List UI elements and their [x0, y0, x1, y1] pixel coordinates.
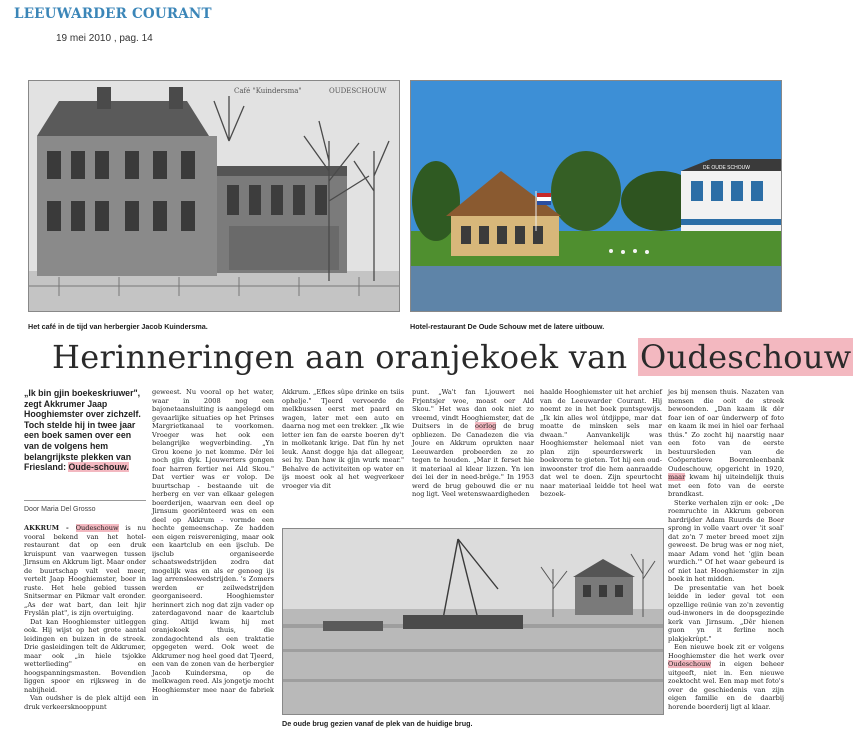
- column-1: [24, 524, 146, 752]
- column-4-p1b: de brug opbliezen. De Canadezen die via Joure en Akkrum oprukten naar Leeuwarden probeerden ze zo tegen te houden. „Mar it ferset hie it materiaal al klear lizzen. Yn ien dei lei der in need-brêge." In 1953 werd de brug gebouwd die er nu nog ligt. Veel wetenswaardigheden: [412, 422, 534, 498]
- divider-rule: [24, 500, 146, 501]
- column-4-p1a: punt. „Wa't fan Ljouwert nei Frjentsjer woe, moast oer Ald Skou." Het was dan ook niet zo vreemd, vindt Hooghiemster, dat de Duitsers in de: [412, 388, 534, 430]
- headline-text: Herinneringen aan oranjekoek van: [52, 338, 628, 376]
- column-1-p2: Dat kan Hooghiemster uitleggen ook. Hij wijst op het grote aantal leidingen en buizen in de streek. Drie gasleidingen telt de Akkrumer, maar ook „in hiele tsjokke wetterlieding" en hoogspanningsmasten. Bovendien liggen spoor en rijksweg in de nabijheid.: [24, 617, 146, 694]
- column-6-highlight-1: maar: [668, 473, 686, 481]
- column-2-text: geweest. Nu vooral op het water, waar in 2008 nog een bajonetaansluiting is aangelegd om gevaarlijke situaties op het Prinses Margrietkanaal te voorkomen. Vroeger was het ook een belangrijke wegverbinding. „Yn Grou koene jo net komme. Dêr lei noch gjin dyk. Ljouwerters gongen foar harren fertier nei Ald Skou." Dat vertier was er volop. De buurtschap - bestaande uit de herberg en ver van elkaar gelegen boerderijen, waarvan een deel op Jirnsum georiënteerd was en een deel op Akkrum - vormde een hechte gemeenschap. Ze hadden een eigen reisvereniging, maar ook een kaartclub en een ijsclub. De ijsclub organiseerde schaatswedstrijden zodra dat mogelijk was en als er genoeg ijs lag arrensleewedstrijden. 's Zomers werden er zeilwedstrijden georganiseerd. Hooghiemster herinnert zich nog dat zijn vader op zaterdagavond naar de kaartclub ging. Altijd kwam hij met oranjekoek thuis, die zondagochtend als een traktatie opgegeten werd. Ook weet de Akkrumer nog heel goed dat Tjeerd, een van de zonen van de herbergier Jacob Kuindersma, op de melkwagen reed. Als jongetje mocht Hooghiemster mee naar de fabriek in: [152, 388, 274, 702]
- column-6-p4a: Een nieuwe boek zit er volgens Hooghiemster die het werk over: [668, 643, 784, 660]
- old-bridge-illustration: [283, 529, 663, 714]
- column-6-p3: De presentatie van het boek leidde in ieder geval tot een opzellige reünie van zo'n zeventig oud-inwoners in de doopsgezinde kerk van Jirnsum. „Dêr hienen guon yn it ferline noch plakjekrûpt.": [668, 583, 784, 643]
- byline: Door Maria Del Grosso: [24, 506, 96, 513]
- caption-old-bridge: De oude brug gezien vanaf de plek van de huidige brug.: [282, 719, 473, 728]
- old-cafe-illustration: [29, 81, 399, 311]
- column-6-highlight-2: Oudeschouw: [668, 660, 711, 668]
- column-1-highlight: Oudeschouw: [75, 524, 119, 532]
- column-4: [412, 388, 534, 524]
- column-1-p3: Van oudsher is de plek altijd een druk verkeersknooppunt: [24, 694, 146, 711]
- dutch-flag-icon: [537, 193, 551, 205]
- column-3: [282, 388, 404, 524]
- caption-old-cafe: Het café in de tijd van herbergier Jacob Kuindersma.: [28, 322, 208, 331]
- column-6: [668, 388, 784, 752]
- headline: [52, 338, 853, 376]
- column-1-p1: is nu vooral bekend van het hotel-restaurant dat op een druk kruispunt van vaarwegen tussen Jirnsum en Akkrum ligt. Maar onder de buurtschap valt veel meer, vertelt Jaap Hooghiemster, boer in ruste. Het hele gebied tussen Snitsermar en Pikmar valt eronder. „As der wat bart, dan leit hjir Fryslân plat", is zijn overtuiging.: [24, 524, 146, 617]
- cafe-sign-place: OUDESCHOUW: [329, 87, 387, 95]
- column-6-p1b: kwam hij uiteindelijk thuis met een foto van de eerste brandkast.: [668, 473, 784, 498]
- column-6-p4b: in eigen beheer uitgeeft, niet in. Een nieuwe zoektocht wel. Een map met foto's over de geschiedenis van zijn eigen familie en de daarbij horende boerderij ligt al klaar.: [668, 660, 784, 711]
- photo-hotel-restaurant: [410, 80, 782, 312]
- column-6-p2: Sterke verhalen zijn er ook: „De roemruchte in Akkrum geboren hardrijder Adam Ruurds de Boer sprong in volle vaart over 'it soal' dat zo'n 7 meter breed moet zijn geweest. De brug was er nog niet, maar Adam vond het 'gjin bean wurdich.'" Of het waar gebeurd is of niet laat Hooghiemster in zijn boek in het midden.: [668, 498, 784, 583]
- caption-hotel-restaurant: Hotel-restaurant De Oude Schouw met de latere uitbouw.: [410, 322, 605, 331]
- column-6-p1: jes bij mensen thuis. Nazaten van mensen die ooit de streek bewoonden. „Dan kaam ik dêr foar ien of oar ûnderwerp of foto en kaam ik mei in hiel oar ferhaal thús." Zo zocht hij naarstig naar een foto van de eerste bestuursleden van de Coöperatieve Boerenleenbank Oudeschouw, opgericht in 1920,: [668, 388, 784, 473]
- intro-text: „Ik bin gjin boekeskriuwer", zegt Akkrumer Jaap Hooghiemster over zichzelf. Toch stelde hij in twee jaar een boek samen over een van de volgens hem belangrijkste plekken van Friesland:: [24, 388, 141, 473]
- headline-highlight: Oudeschouw: [639, 338, 852, 376]
- column-2: [152, 388, 274, 700]
- hotel-illustration: [411, 81, 781, 311]
- cafe-sign-text: Café "Kuindersma": [234, 87, 302, 95]
- hotel-sign-text: DE OUDE SCHOUW: [703, 165, 750, 171]
- column-3-text: Akkrum. „Efkes sûpe drinke en tsiis ophelje." Tjeerd vervoerde de melkbussen eerst met paard en wagen, later met een auto en daarna nog met een trekker. „Ik wie letter ien fan de earste boeren dy't in molketank krige. Dat fûn hy net leuk. Aanst dogge hja dat allegear, sei hy. Dan haw ik gjin wurk mear." Behalve de activiteiten op water en ijs moest ook al het wegverkeer vroeger via dit: [282, 388, 404, 490]
- column-4-highlight: oorlog: [475, 422, 497, 430]
- photo-old-cafe: [28, 80, 400, 312]
- masthead: LEEUWARDER COURANT: [14, 6, 212, 22]
- column-5-text: haalde Hooghiemster uit het archief van de Leeuwarder Courant. Hij noemt ze in het boek puntsgewijs. „Ik kin alles wol útdjippe, mar dat moatte de minsken sels mar dwaan." Aanvankelijk was Hooghiemster helemaal niet van plan zijn speurderswerk in boekvorm te gieten. Tot hij een oud-inwoonster trof die hem aanraadde dat wel te doen. Zijn speurtocht naar materiaal leidde tot heel wat bezoek-: [540, 388, 662, 498]
- dateline: 19 mei 2010 , pag. 14: [56, 33, 153, 44]
- photo-old-bridge: [282, 528, 664, 715]
- column-5: [540, 388, 662, 524]
- intro-highlight: Oude-schouw.: [68, 462, 129, 473]
- dateline-lead: AKKRUM -: [24, 524, 76, 532]
- intro-quote: [24, 388, 148, 473]
